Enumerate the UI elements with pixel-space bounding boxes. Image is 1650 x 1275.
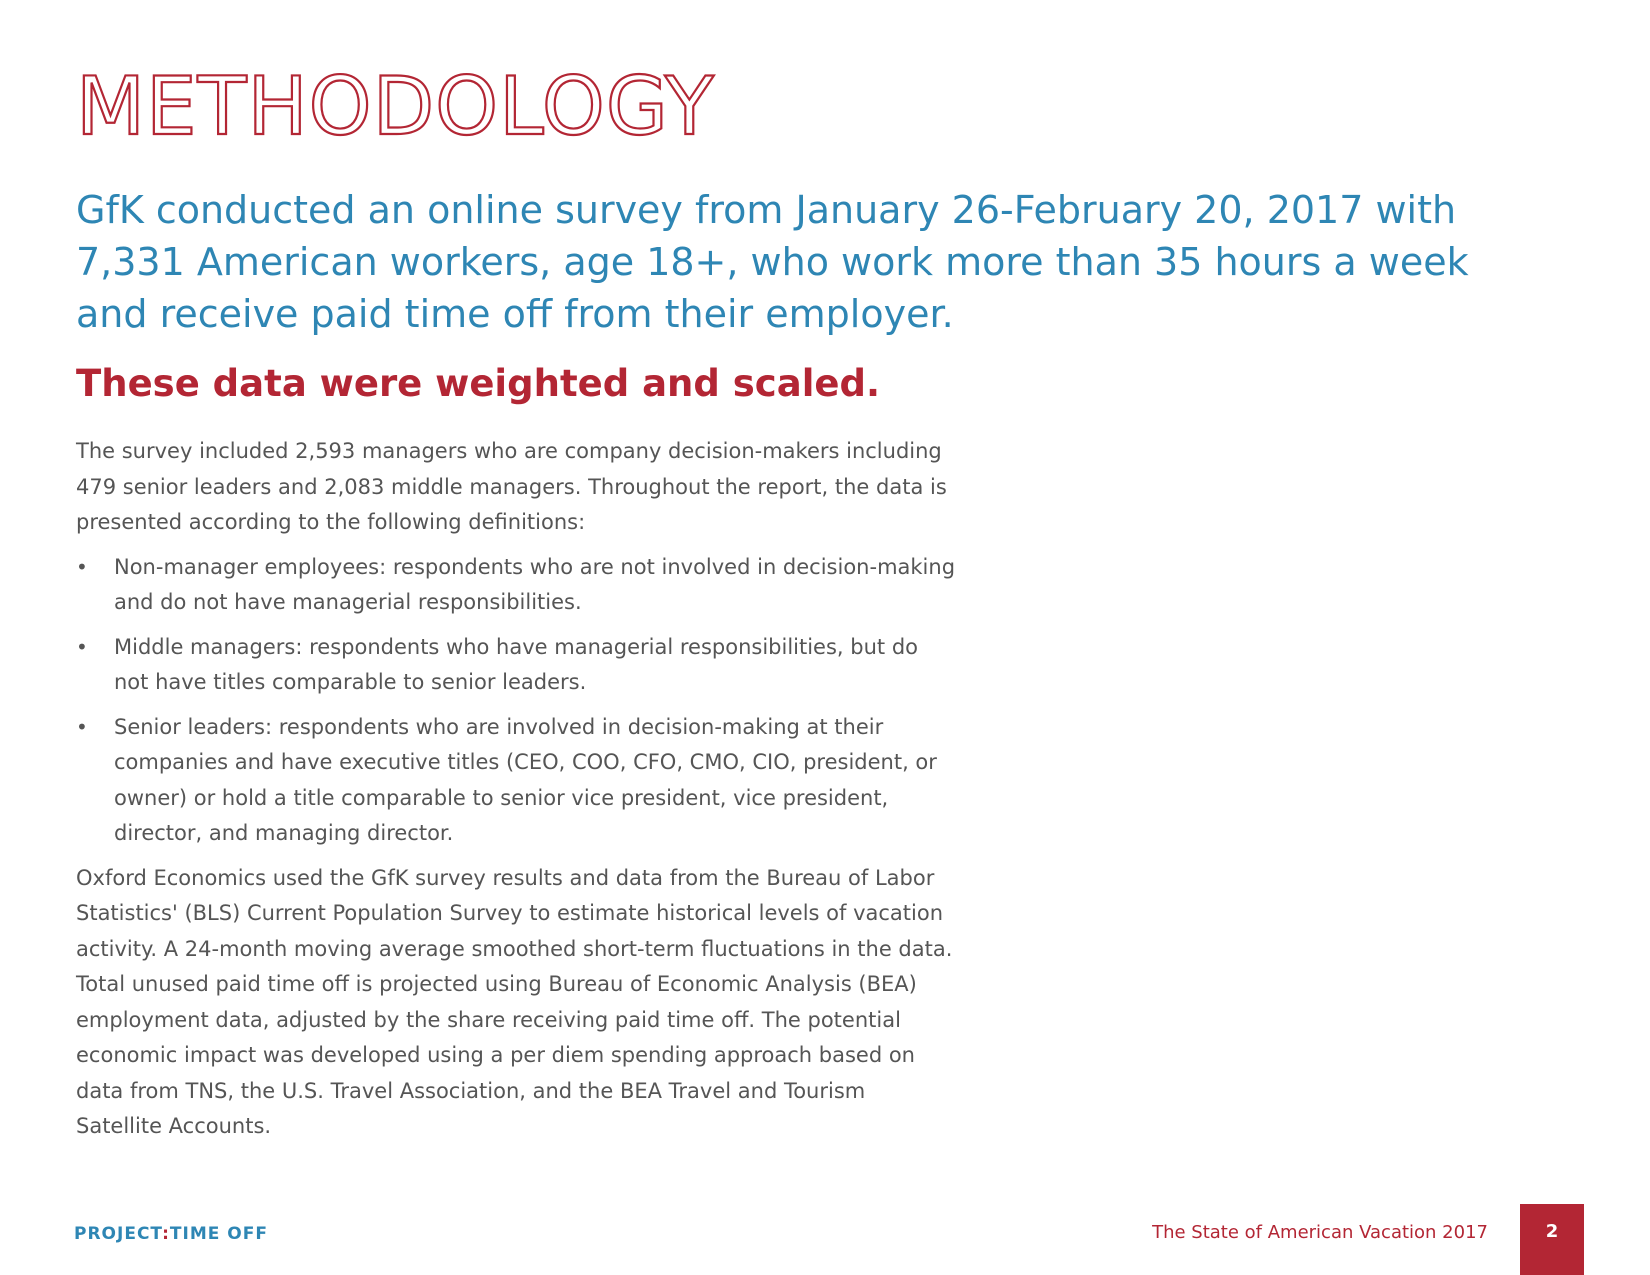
project-time-off-logo <box>74 1224 268 1244</box>
list-item <box>76 710 956 852</box>
closing-paragraph: Oxford Economics used the GfK survey results and data from the Bureau of Labor Statistics' (BLS) Current Population Survey to estimate historical levels of vacation activity. A 24-month moving average smoothed short-term fluctuations in the data. Total unused paid time off is projected using Bureau of Economic Analysis (BEA) employment data, adjusted by the share receiving paid time off. The potential economic impact was developed using a per diem spending approach based on data from TNS, the U.S. Travel Association, and the BEA Travel and Tourism Satellite Accounts. <box>76 865 953 1138</box>
logo-text-left: PROJECT <box>74 1224 163 1244</box>
logo-separator: : <box>162 1224 170 1244</box>
logo-text-right: TIME OFF <box>169 1224 268 1244</box>
page-number-badge <box>1520 1204 1584 1275</box>
list-item <box>76 630 956 701</box>
lead-paragraph: GfK conducted an online survey from January 26-February 20, 2017 with 7,331 American workers, age 18+, who work more than 35 hours a week and receive paid time off from their employer. <box>76 188 1469 336</box>
definition-text: Non-manager employees: respondents who are not involved in decision-making and do not have managerial responsibilities. <box>114 554 956 614</box>
body-column <box>76 434 956 1154</box>
page-number: 2 <box>1545 1221 1559 1242</box>
definition-text: Middle managers: respondents who have managerial responsibilities, but do not have titles comparable to senior leaders. <box>114 634 918 694</box>
report-title: The State of American Vacation 2017 <box>1152 1222 1488 1243</box>
page-title: METHODOLOGY <box>76 60 715 153</box>
list-item <box>76 550 956 621</box>
definitions-list <box>76 550 956 852</box>
bullet-icon: • <box>76 634 88 659</box>
bullet-icon: • <box>76 554 88 579</box>
bullet-icon: • <box>76 714 88 739</box>
definition-text: Senior leaders: respondents who are involved in decision-making at their companies and have executive titles (CEO, COO, CFO, CMO, CIO, president, or owner) or hold a title comparable to senior vice president, vice president, director, and managing director. <box>114 714 937 845</box>
subheading: These data were weighted and scaled. <box>76 362 881 405</box>
intro-paragraph: The survey included 2,593 managers who are company decision-makers including 479 senior leaders and 2,083 middle managers. Throughout the report, the data is presented according to the following definitions: <box>76 439 947 534</box>
